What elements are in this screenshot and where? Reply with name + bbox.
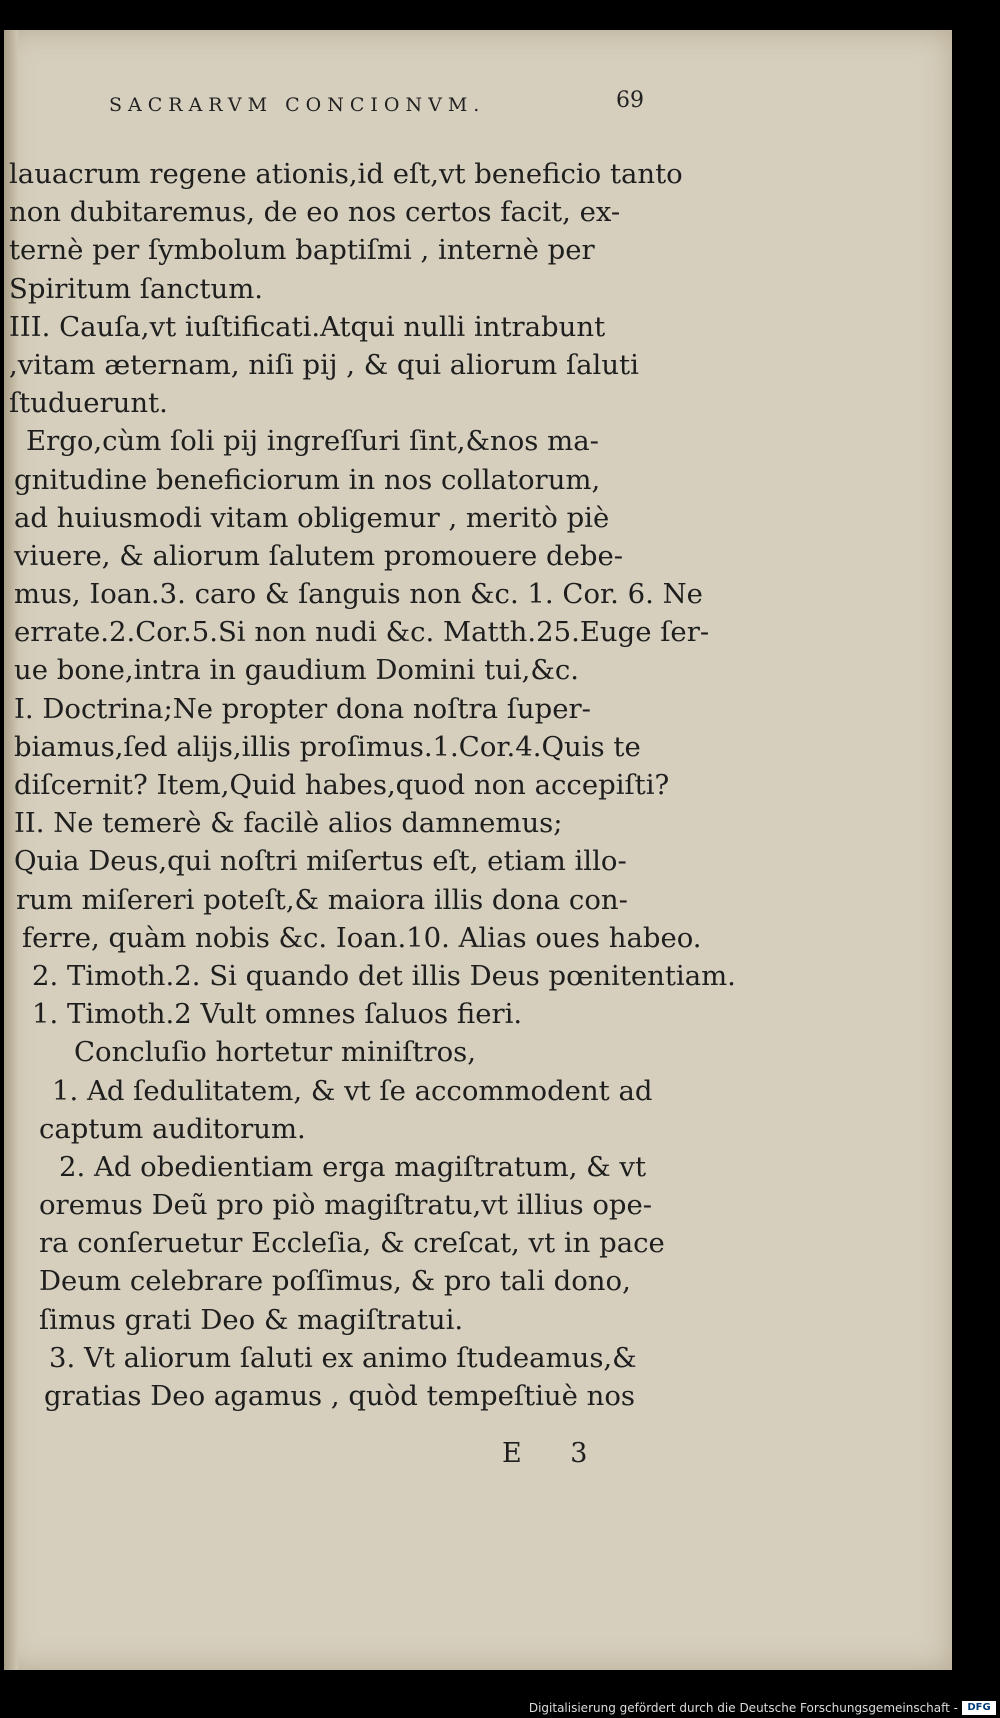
text-line [4,613,944,651]
text-line-content: viuere, & aliorum ſalutem promouere debe- [14,539,624,572]
text-line-content: gnitudine beneficiorum in nos collatorum, [14,463,601,496]
text-line [4,1339,944,1377]
footer-bar [0,1696,1000,1718]
text-body [4,155,944,1415]
running-head: SACRARVM CONCIONVM. [109,94,486,116]
text-line-content: Spiritum ſanctum. [9,272,264,305]
text-line-content: captum auditorum. [39,1112,306,1145]
text-line-content: II. Ne temerè & facilè alios damnemus; [14,807,563,840]
text-line-content: oremus Deũ pro piò magiſtratu,vt illius ope- [39,1189,653,1222]
text-line [4,270,944,308]
text-line [4,881,944,919]
text-line [4,919,944,957]
text-line [4,690,944,728]
text-line-content: ad huiusmodi vitam obligemur , meritò piè [14,501,610,534]
text-line [4,499,944,537]
text-line [4,804,944,842]
text-line [4,957,944,995]
text-line [4,346,944,384]
text-line-content: ſtuduerunt. [9,387,168,420]
text-line-content: lauacrum regene ationis,id eſt,vt beneficio tanto [9,158,683,190]
text-line-content: 2. Ad obedientiam erga magiſtratum, & vt [59,1150,646,1183]
text-line [4,1262,944,1300]
text-line-content: non dubitaremus, de eo nos certos facit, ex- [9,196,621,229]
text-line [4,1377,944,1415]
text-line-content: 2. Timoth.2. Si quando det illis Deus pœnitentiam. [32,959,736,992]
text-line [4,308,944,346]
text-line [4,1186,944,1224]
text-line [4,651,944,689]
text-line-content: III. Cauſa,vt iuſtificati.Atqui nulli intrabunt [9,310,606,343]
text-line [4,537,944,575]
text-line [4,1224,944,1262]
text-line-content: mus, Ioan.3. caro & ſanguis non &c. 1. Cor. 6. Ne [14,578,703,611]
text-line [4,1148,944,1186]
text-line-content: ternè per ſymbolum baptiſmi , internè per [9,234,595,267]
text-line-content: ra conſeruetur Eccleſia, & creſcat, vt in pace [39,1227,665,1260]
text-line-content: errate.2.Cor.5.Si non nudi &c. Matth.25.Euge ſer- [14,616,710,649]
text-line [4,1033,944,1071]
text-line [4,842,944,880]
text-line-content: biamus,ſed alijs,illis proſimus.1.Cor.4.Quis te [14,730,641,763]
text-line [4,766,944,804]
text-line [4,575,944,613]
text-line [4,384,944,422]
dfg-logo: DFG [962,1701,996,1715]
text-line [4,728,944,766]
text-line-content: rum miſereri poteſt,& maiora illis dona con- [16,883,628,916]
text-line-content: diſcernit? Item,Quid habes,quod non accepiſti? [14,769,670,801]
signature-mark: E 3 [502,1438,608,1469]
text-line [4,193,944,231]
text-line [4,422,944,460]
page-number: 69 [616,88,644,113]
text-line [4,231,944,269]
text-line [4,1110,944,1148]
text-line [4,461,944,499]
digitization-credit: Digitalisierung gefördert durch die Deutsche Forschungsgemeinschaft - [528,1701,958,1715]
text-line [4,1072,944,1110]
text-line [4,1301,944,1339]
text-line-content: ferre, quàm nobis &c. Ioan.10. Alias oues habeo. [22,921,702,954]
text-line [4,155,944,193]
text-line-content: ſimus grati Deo & magiſtratui. [39,1303,464,1336]
text-line-content: 1. Ad ſedulitatem, & vt ſe accommodent ad [52,1074,653,1107]
text-line-content: I. Doctrina;Ne propter dona noſtra ſuper- [14,692,591,725]
text-line-content: Quia Deus,qui noſtri miſertus eſt, etiam illo- [14,845,627,878]
book-page [4,30,952,1670]
text-line-content: Concluſio hortetur miniſtros, [74,1036,477,1069]
text-line-content: ue bone,intra in gaudium Domini tui,&c. [14,654,579,687]
text-line-content: Ergo,cùm ſoli pij ingreſſuri ſint,&nos ma- [26,425,599,458]
text-line [4,995,944,1033]
text-line-content: Deum celebrare poſſimus, & pro tali dono, [39,1265,631,1298]
text-line-content: ,vitam æternam, niſi pij , & qui aliorum ſaluti [9,348,639,381]
text-line-content: gratias Deo agamus , quòd tempeſtiuè nos [44,1380,636,1412]
text-line-content: 1. Timoth.2 Vult omnes ſaluos fieri. [32,998,523,1031]
text-line-content: 3. Vt aliorum ſaluti ex animo ſtudeamus,& [49,1341,637,1374]
